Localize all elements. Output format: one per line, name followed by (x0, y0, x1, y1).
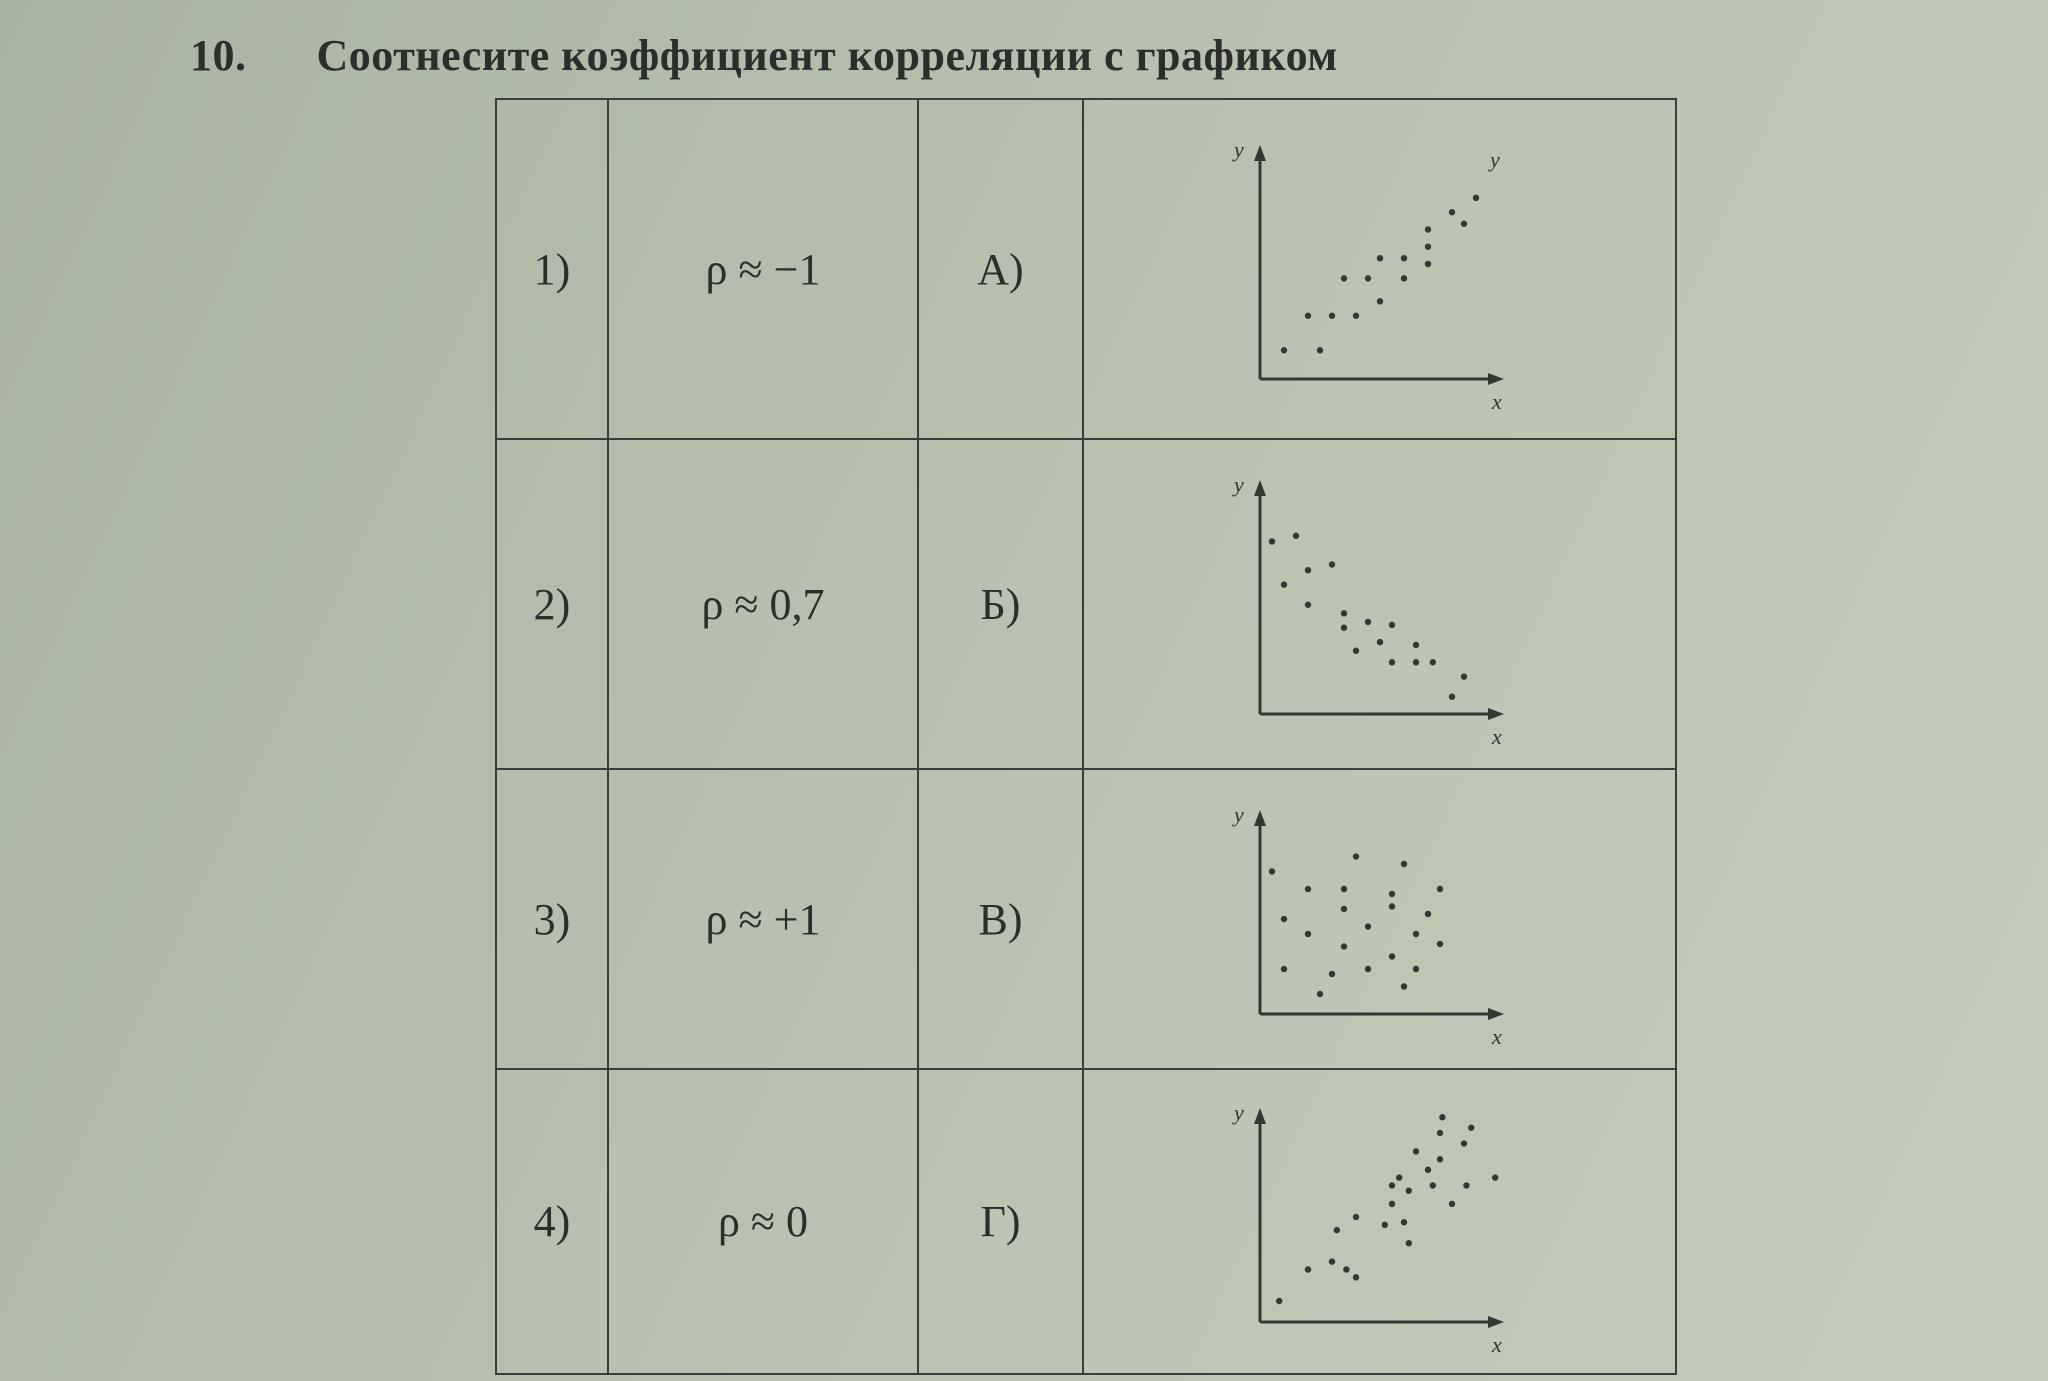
data-point (1388, 622, 1394, 628)
data-point (1364, 619, 1370, 625)
data-point (1268, 868, 1274, 874)
row-number: 4) (496, 1069, 608, 1374)
data-point (1400, 1219, 1406, 1225)
data-point (1304, 567, 1310, 573)
data-point (1400, 983, 1406, 989)
scatter-plot-g (1220, 1082, 1540, 1362)
scatter-plot-cell (1083, 1069, 1676, 1374)
data-point (1381, 1221, 1387, 1227)
data-point (1352, 1213, 1358, 1219)
data-point (1412, 966, 1418, 972)
data-point (1472, 195, 1478, 201)
correlation-coefficient: ρ ≈ +1 (608, 769, 918, 1069)
series-label: y (1489, 147, 1500, 172)
data-point (1316, 991, 1322, 997)
graph-letter: Б) (918, 439, 1083, 769)
task-number: 10. (190, 31, 247, 80)
data-point (1400, 861, 1406, 867)
data-point (1424, 226, 1430, 232)
data-point (1364, 275, 1370, 281)
data-point (1448, 1200, 1454, 1206)
table-row (496, 769, 1676, 1069)
data-point (1436, 1129, 1442, 1135)
data-point (1388, 659, 1394, 665)
data-point (1424, 244, 1430, 250)
data-point (1352, 313, 1358, 319)
task-title: Соотнесите коэффициент корреляции с графиком (316, 31, 1338, 80)
scatter-plot-b (1220, 454, 1540, 754)
data-point (1388, 1200, 1394, 1206)
correlation-coefficient: ρ ≈ 0 (608, 1069, 918, 1374)
y-axis-label: y (1233, 137, 1244, 162)
data-point (1424, 1166, 1430, 1172)
data-point (1436, 941, 1442, 947)
data-point (1463, 1182, 1469, 1188)
data-point (1280, 966, 1286, 972)
data-point (1340, 610, 1346, 616)
data-point (1328, 971, 1334, 977)
data-point (1405, 1187, 1411, 1193)
scatter-plot-cell (1083, 439, 1676, 769)
data-point (1316, 347, 1322, 353)
data-point (1424, 261, 1430, 267)
data-point (1280, 347, 1286, 353)
data-point (1376, 298, 1382, 304)
graph-letter: В) (918, 769, 1083, 1069)
data-point (1460, 1140, 1466, 1146)
data-point (1280, 916, 1286, 922)
data-point (1388, 1182, 1394, 1188)
data-point (1328, 313, 1334, 319)
data-point (1429, 1182, 1435, 1188)
data-point (1448, 209, 1454, 215)
data-point (1388, 903, 1394, 909)
data-point (1304, 1266, 1310, 1272)
y-axis-label: y (1233, 802, 1244, 827)
scatter-plot-v (1220, 784, 1540, 1054)
data-point (1340, 275, 1346, 281)
data-point (1439, 1114, 1445, 1120)
graph-letter: А) (918, 99, 1083, 439)
data-point (1388, 891, 1394, 897)
data-point (1448, 694, 1454, 700)
data-point (1304, 313, 1310, 319)
scatter-plot-cell (1083, 99, 1676, 439)
data-point (1343, 1266, 1349, 1272)
data-point (1436, 1156, 1442, 1162)
data-point (1468, 1124, 1474, 1130)
row-number: 3) (496, 769, 608, 1069)
scatter-plot-a (1220, 119, 1540, 419)
table-row (496, 99, 1676, 439)
x-axis-label: x (1491, 389, 1502, 414)
y-axis-arrow (1254, 810, 1266, 826)
y-axis-label: y (1233, 1099, 1244, 1125)
data-point (1424, 911, 1430, 917)
data-point (1412, 931, 1418, 937)
x-axis-label: x (1491, 1331, 1502, 1357)
table-row (496, 439, 1676, 769)
data-point (1340, 625, 1346, 631)
y-axis-arrow (1254, 145, 1266, 161)
data-point (1352, 648, 1358, 654)
row-number: 1) (496, 99, 608, 439)
data-point (1412, 642, 1418, 648)
y-axis-arrow (1254, 480, 1266, 496)
data-point (1460, 221, 1466, 227)
data-point (1492, 1174, 1498, 1180)
data-point (1340, 886, 1346, 892)
data-point (1328, 561, 1334, 567)
correlation-coefficient: ρ ≈ −1 (608, 99, 918, 439)
data-point (1436, 886, 1442, 892)
data-point (1333, 1226, 1339, 1232)
data-point (1328, 1258, 1334, 1264)
x-axis-arrow (1488, 373, 1504, 385)
data-point (1376, 255, 1382, 261)
data-point (1304, 931, 1310, 937)
data-point (1364, 923, 1370, 929)
data-point (1304, 886, 1310, 892)
data-point (1396, 1174, 1402, 1180)
correlation-coefficient: ρ ≈ 0,7 (608, 439, 918, 769)
data-point (1400, 255, 1406, 261)
x-axis-arrow (1488, 1008, 1504, 1020)
data-point (1292, 533, 1298, 539)
y-axis-label: y (1233, 472, 1244, 497)
table-row (496, 1069, 1676, 1374)
data-point (1405, 1240, 1411, 1246)
y-axis-arrow (1254, 1108, 1266, 1124)
x-axis-label: x (1491, 1024, 1502, 1049)
data-point (1376, 639, 1382, 645)
data-point (1400, 275, 1406, 281)
graph-letter: Г) (918, 1069, 1083, 1374)
data-point (1412, 1148, 1418, 1154)
data-point (1352, 1274, 1358, 1280)
scatter-plot-cell (1083, 769, 1676, 1069)
data-point (1429, 659, 1435, 665)
data-point (1276, 1297, 1282, 1303)
data-point (1460, 673, 1466, 679)
x-axis-arrow (1488, 1316, 1504, 1328)
data-point (1304, 602, 1310, 608)
row-number: 2) (496, 439, 608, 769)
data-point (1268, 538, 1274, 544)
data-point (1280, 581, 1286, 587)
data-point (1352, 853, 1358, 859)
task-header (190, 30, 1338, 81)
data-point (1388, 953, 1394, 959)
data-point (1340, 906, 1346, 912)
data-point (1364, 966, 1370, 972)
x-axis-label: x (1491, 724, 1502, 749)
x-axis-arrow (1488, 708, 1504, 720)
data-point (1412, 659, 1418, 665)
matching-table (495, 98, 1677, 1375)
data-point (1340, 943, 1346, 949)
